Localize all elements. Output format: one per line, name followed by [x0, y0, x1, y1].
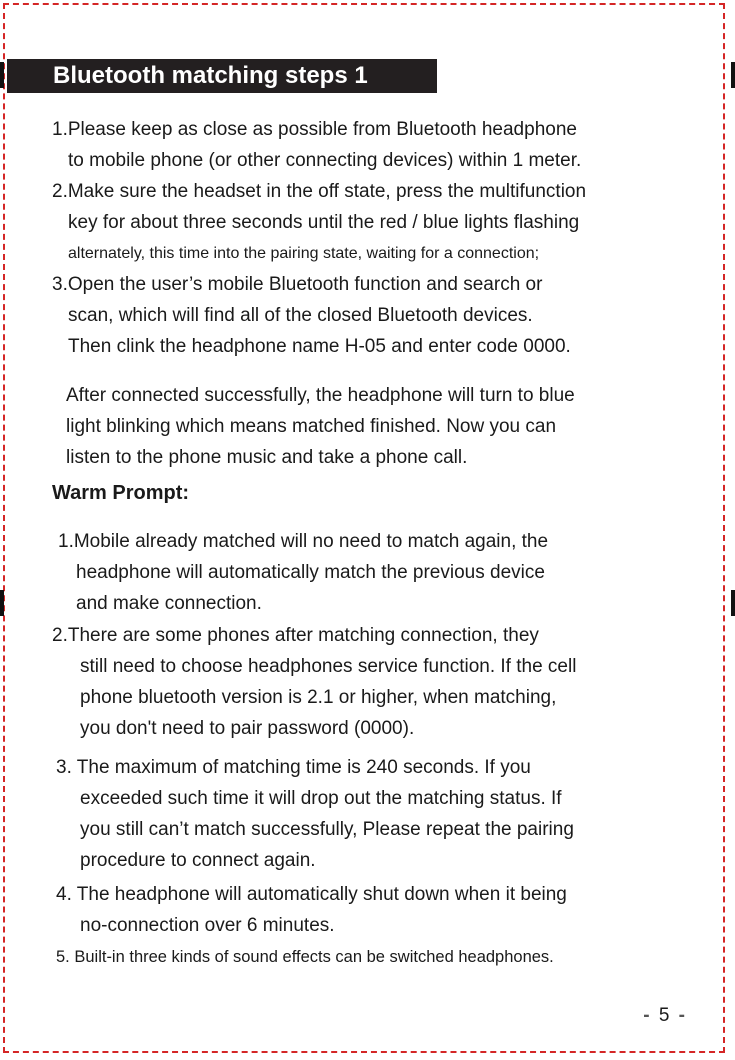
warm-prompt-item	[56, 752, 574, 876]
warm-prompt-heading: Warm Prompt:	[52, 482, 190, 504]
dash-decoration: -	[678, 1005, 687, 1026]
steps-list	[52, 114, 586, 362]
warm-line: headphone will automatically match the previous device	[76, 562, 545, 583]
crop-mark	[0, 590, 4, 616]
warm-line: 2.There are some phones after matching connection, they	[52, 625, 539, 646]
crop-mark	[0, 62, 4, 88]
step-line: 1.Please keep as close as possible from Bluetooth headphone	[52, 119, 577, 140]
warm-line: 4. The headphone will automatically shut down when it being	[56, 884, 567, 905]
crop-mark	[731, 590, 735, 616]
page-number	[643, 1005, 687, 1027]
step-line: 3.Open the user’s mobile Bluetooth function and search or	[52, 274, 543, 295]
warm-prompt-item	[58, 526, 548, 619]
step-line: key for about three seconds until the red / blue lights flashing	[68, 212, 580, 233]
step-line: alternately, this time into the pairing state, waiting for a connection;	[68, 245, 540, 262]
steps-list-continued	[66, 380, 575, 473]
step-line: light blinking which means matched finished. Now you can	[66, 416, 557, 437]
step-line: Then clink the headphone name H-05 and enter code 0000.	[68, 336, 571, 357]
dash-decoration: -	[643, 1005, 652, 1026]
warm-line: no-connection over 6 minutes.	[80, 915, 335, 936]
step-line: listen to the phone music and take a phone call.	[66, 447, 468, 468]
warm-prompt-item	[52, 620, 577, 744]
step-line: scan, which will find all of the closed Bluetooth devices.	[68, 305, 533, 326]
crop-mark	[731, 62, 735, 88]
page-number-value: 5	[658, 1005, 672, 1026]
warm-line: 5. Built-in three kinds of sound effects can be switched headphones.	[56, 948, 554, 966]
warm-line: you still can’t match successfully, Please repeat the pairing	[80, 819, 574, 840]
warm-prompt-item	[56, 879, 567, 941]
warm-line: you don't need to pair password (0000).	[80, 718, 415, 739]
warm-line: still need to choose headphones service function. If the cell	[80, 656, 577, 677]
warm-prompt-item	[56, 942, 554, 973]
warm-line: phone bluetooth version is 2.1 or higher, when matching,	[80, 687, 557, 708]
step-line: After connected successfully, the headphone will turn to blue	[66, 385, 575, 406]
warm-line: 1.Mobile already matched will no need to match again, the	[58, 531, 549, 552]
warm-line: procedure to connect again.	[80, 850, 316, 871]
warm-line: and make connection.	[76, 593, 262, 614]
step-line: 2.Make sure the headset in the off state, press the multifunction	[52, 181, 587, 202]
warm-line: 3. The maximum of matching time is 240 seconds. If you	[56, 757, 531, 778]
step-line: to mobile phone (or other connecting devices) within 1 meter.	[68, 150, 582, 171]
warm-line: exceeded such time it will drop out the matching status. If	[80, 788, 562, 809]
section-title: Bluetooth matching steps 1	[7, 59, 437, 93]
